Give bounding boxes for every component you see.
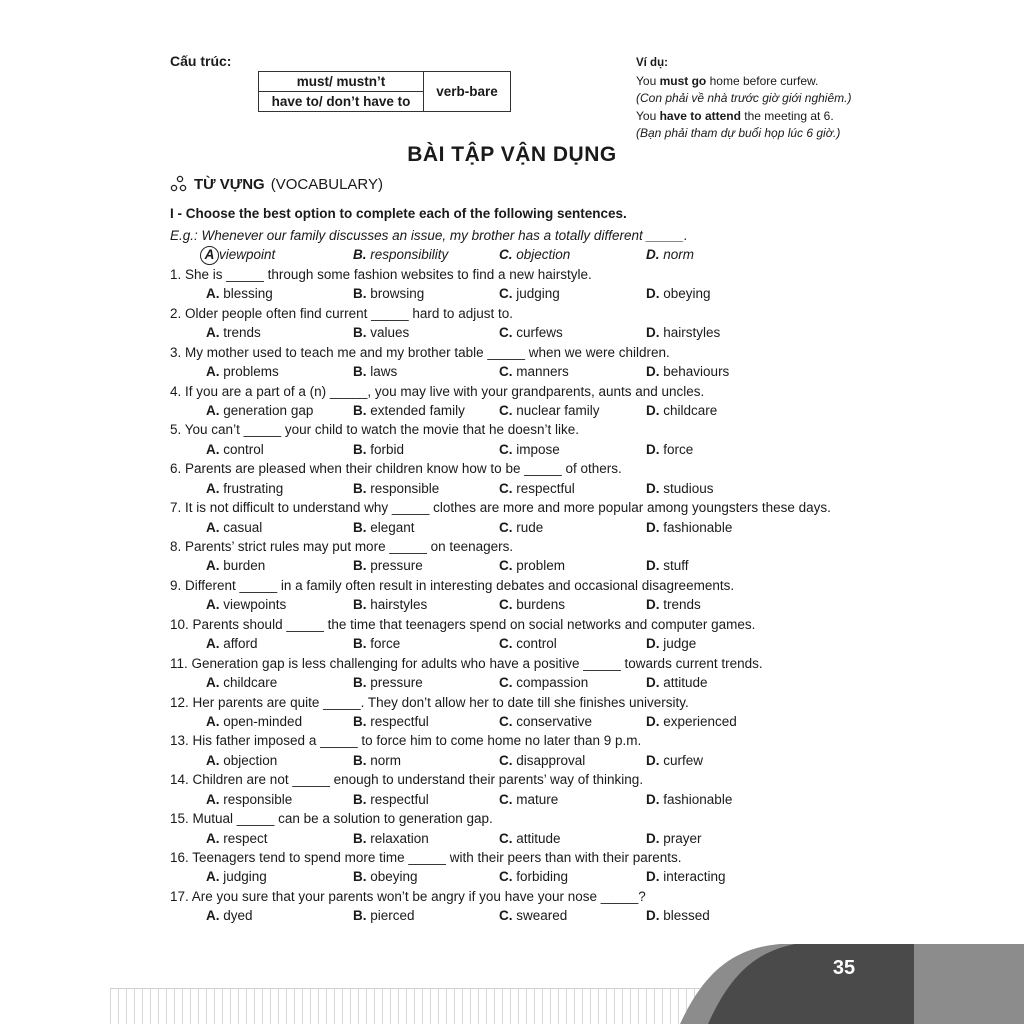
- question-stem: 3. My mother used to teach me and my brother table _____ when we were children.: [170, 344, 670, 360]
- option-letter: C.: [499, 636, 513, 652]
- option-text: impose: [516, 441, 560, 457]
- option-letter: A.: [206, 675, 220, 691]
- option-a: [206, 751, 277, 770]
- option-b: [353, 790, 429, 809]
- example-line-2: (Con phải về nhà trước giờ giới nghiêm.): [636, 91, 852, 105]
- option-letter: B.: [353, 791, 367, 807]
- option-b: [353, 867, 418, 886]
- option-text: pressure: [370, 558, 423, 574]
- question-stem: 13. His father imposed a _____ to force him to come home no later than 9 p.m.: [170, 733, 642, 749]
- option-letter: C.: [499, 908, 513, 924]
- option-letter: B.: [353, 908, 367, 924]
- option-text: burdens: [516, 597, 566, 613]
- option-b: [353, 362, 397, 381]
- option-letter: B.: [353, 713, 367, 729]
- option-letter: A.: [206, 519, 220, 535]
- option-text: conservative: [516, 713, 593, 729]
- question-options: [170, 362, 890, 381]
- bubbles-icon: [170, 175, 188, 193]
- option-a: [206, 362, 279, 381]
- question-options: [170, 867, 890, 886]
- option-d: [646, 362, 729, 381]
- option-d: [646, 751, 703, 770]
- option-a: [206, 673, 277, 692]
- option-letter: A.: [206, 713, 220, 729]
- option-text: norm: [370, 752, 402, 768]
- option-letter: A.: [206, 597, 220, 613]
- page-number: 35: [832, 957, 856, 979]
- example-heading: Ví dụ:: [636, 57, 668, 69]
- option-d: [646, 634, 696, 653]
- option-b: [353, 595, 427, 614]
- option-c: [499, 362, 569, 381]
- option-text: judging: [223, 869, 267, 885]
- option-d: [646, 323, 720, 342]
- option-letter: D.: [646, 558, 660, 574]
- option-text: hairstyles: [370, 597, 428, 613]
- option-letter: B.: [353, 597, 367, 613]
- option-text: generation gap: [223, 402, 314, 418]
- page-title: BÀI TẬP VẬN DỤNG: [407, 143, 617, 166]
- option-letter: C.: [499, 713, 513, 729]
- option-c: [499, 440, 560, 459]
- option-a: [206, 479, 283, 498]
- option-c: [499, 673, 588, 692]
- question-options: [170, 712, 890, 731]
- option-letter: B.: [353, 869, 367, 885]
- option-letter: D.: [646, 441, 660, 457]
- option-text: open-minded: [223, 713, 303, 729]
- option-text: relaxation: [370, 830, 429, 846]
- option-letter: A.: [206, 558, 220, 574]
- option-text: responsible: [223, 791, 293, 807]
- question-stem: 14. Children are not _____ enough to understand their parents’ way of thinking.: [170, 772, 644, 788]
- question-stem: 11. Generation gap is less challenging for adults who have a positive _____ towards current trends.: [170, 655, 763, 671]
- option-letter: B.: [353, 402, 367, 418]
- option-a: [206, 595, 286, 614]
- option-text: obeying: [370, 869, 418, 885]
- question-list: [170, 226, 890, 926]
- option-letter: C.: [499, 519, 513, 535]
- option-letter: C.: [499, 597, 513, 613]
- structure-row-2: have to/ don’t have to: [259, 92, 424, 112]
- option-letter: A.: [206, 286, 220, 302]
- question-stem: 12. Her parents are quite _____. They don’t allow her to date till she finishes university.: [170, 694, 689, 710]
- option-b: [353, 673, 423, 692]
- option-letter: C.: [499, 441, 513, 457]
- option-text: problem: [516, 558, 566, 574]
- question-stem: 9. Different _____ in a family often result in interesting debates and occasional disagreements.: [170, 577, 735, 593]
- option-b: [353, 712, 429, 731]
- option-letter: C.: [499, 752, 513, 768]
- question-stem: 10. Parents should _____ the time that teenagers spend on social networks and computer games.: [170, 616, 756, 632]
- option-letter: B.: [353, 558, 367, 574]
- question-options: [170, 440, 890, 459]
- option-text: stuff: [663, 558, 689, 574]
- example-question-stem: E.g.: Whenever our family discusses an issue, my brother has a totally different _____.: [170, 228, 688, 243]
- option-letter: B.: [353, 675, 367, 691]
- option-letter: B.: [353, 286, 367, 302]
- option-text: afford: [223, 636, 258, 652]
- option-b: B. responsibility: [353, 247, 449, 263]
- question-options: [170, 556, 890, 575]
- vocab-title: TỪ VỰNG: [194, 175, 265, 193]
- page-number-tab: [680, 940, 1024, 1024]
- option-letter: A.: [206, 364, 220, 380]
- option-letter: C.: [499, 286, 513, 302]
- option-d: [646, 479, 714, 498]
- footer-ruling: [110, 988, 730, 1024]
- option-text: obeying: [663, 286, 711, 302]
- option-d: [646, 673, 708, 692]
- option-text: problems: [223, 364, 279, 380]
- option-letter: C.: [499, 364, 513, 380]
- option-d: D. norm: [646, 247, 695, 263]
- option-text: trends: [663, 597, 701, 613]
- option-d: [646, 906, 710, 925]
- option-letter: C.: [499, 830, 513, 846]
- structure-table: [258, 71, 511, 112]
- option-c: [499, 323, 563, 342]
- option-text: blessed: [663, 908, 710, 924]
- option-c: [499, 634, 557, 653]
- option-c: [499, 595, 565, 614]
- option-c: [499, 712, 592, 731]
- question-options: [170, 751, 890, 770]
- option-text: manners: [516, 364, 569, 380]
- option-a: [206, 790, 292, 809]
- question-stem: 8. Parents’ strict rules may put more _____ on teenagers.: [170, 539, 514, 554]
- option-text: prayer: [663, 830, 702, 846]
- question-options: [170, 518, 890, 537]
- option-b: [353, 751, 401, 770]
- option-c: [499, 284, 560, 303]
- question-options: [170, 595, 890, 614]
- option-letter: D.: [646, 791, 660, 807]
- option-text: elegant: [370, 519, 415, 535]
- option-b: [353, 829, 429, 848]
- option-d: [646, 595, 701, 614]
- option-text: burden: [223, 558, 266, 574]
- option-letter: D.: [646, 325, 660, 341]
- option-d: [646, 829, 702, 848]
- option-d: [646, 401, 717, 420]
- option-a: [206, 518, 262, 537]
- option-letter: B.: [353, 752, 367, 768]
- option-c: [499, 556, 565, 575]
- option-text: childcare: [223, 675, 278, 691]
- option-text: compassion: [516, 675, 589, 691]
- option-b: [353, 440, 404, 459]
- example-line-4: (Bạn phải tham dự buổi họp lúc 6 giờ.): [636, 126, 841, 140]
- option-text: force: [370, 636, 401, 652]
- option-letter: C.: [499, 480, 513, 496]
- option-letter: A.: [206, 325, 220, 341]
- example-box: [636, 55, 851, 143]
- option-text: browsing: [370, 286, 425, 302]
- option-a: [206, 440, 264, 459]
- option-text: attitude: [516, 830, 561, 846]
- structure-verb: verb-bare: [424, 72, 511, 112]
- footer-rule: [110, 988, 730, 989]
- option-c: [499, 751, 585, 770]
- option-letter: B.: [353, 480, 367, 496]
- option-text: pressure: [370, 675, 423, 691]
- option-text: fashionable: [663, 791, 733, 807]
- option-d: [646, 284, 711, 303]
- option-letter: B.: [353, 364, 367, 380]
- option-c: [499, 479, 575, 498]
- option-a: [206, 284, 273, 303]
- option-letter: D.: [646, 519, 660, 535]
- question-options: [170, 790, 890, 809]
- option-text: respectful: [516, 480, 575, 496]
- option-letter: A.: [206, 908, 220, 924]
- option-text: blessing: [223, 286, 273, 302]
- option-d: [646, 518, 732, 537]
- option-text: childcare: [663, 402, 718, 418]
- option-letter: D.: [646, 597, 660, 613]
- option-text: respect: [223, 830, 268, 846]
- option-a: [206, 712, 302, 731]
- option-b: [353, 518, 415, 537]
- option-letter: D.: [646, 869, 660, 885]
- question-options: [170, 634, 890, 653]
- option-b: [353, 401, 465, 420]
- option-letter: D.: [646, 713, 660, 729]
- option-letter: B.: [353, 325, 367, 341]
- option-letter: A.: [206, 869, 220, 885]
- option-letter: B.: [353, 519, 367, 535]
- option-letter: D.: [646, 675, 660, 691]
- option-text: nuclear family: [516, 402, 600, 418]
- option-a: [206, 906, 253, 925]
- option-letter: A.: [206, 636, 220, 652]
- option-c: C. objection: [499, 247, 571, 263]
- option-d: [646, 440, 693, 459]
- option-letter: A.: [206, 752, 220, 768]
- section-heading: I - Choose the best option to complete each of the following sentences.: [170, 206, 627, 221]
- option-b: [353, 634, 400, 653]
- option-letter: D.: [646, 908, 660, 924]
- option-d: [646, 790, 732, 809]
- option-text: curfews: [516, 325, 563, 341]
- option-a: [206, 556, 265, 575]
- option-letter: B.: [353, 830, 367, 846]
- option-text: frustrating: [223, 480, 284, 496]
- option-letter: C.: [499, 325, 513, 341]
- question-options: [170, 284, 890, 303]
- option-letter: A.: [206, 402, 220, 418]
- option-a: [206, 829, 268, 848]
- option-text: casual: [223, 519, 263, 535]
- option-c: [499, 401, 600, 420]
- option-letter: D.: [646, 636, 660, 652]
- option-text: judging: [516, 286, 560, 302]
- question-options: [170, 323, 890, 342]
- question-options: [170, 829, 890, 848]
- option-letter: C.: [499, 402, 513, 418]
- option-text: force: [663, 441, 694, 457]
- structure-label: Cấu trúc:: [170, 53, 232, 69]
- option-c: [499, 906, 567, 925]
- option-text: pierced: [370, 908, 415, 924]
- option-a: [206, 323, 261, 342]
- option-b: [353, 556, 423, 575]
- option-text: mature: [516, 791, 559, 807]
- option-text: laws: [370, 364, 398, 380]
- option-text: sweared: [516, 908, 568, 924]
- option-text: forbid: [370, 441, 405, 457]
- option-letter: A.: [206, 441, 220, 457]
- option-a: A viewpoint: [203, 245, 275, 265]
- question-stem: 16. Teenagers tend to spend more time _____ with their peers than with their parents.: [170, 850, 682, 865]
- option-d: [646, 712, 737, 731]
- option-text: fashionable: [663, 519, 733, 535]
- option-text: rude: [516, 519, 544, 535]
- option-letter: D.: [646, 286, 660, 302]
- example-line-1: You must go home before curfew.: [636, 73, 819, 88]
- option-text: interacting: [663, 869, 726, 885]
- option-a: [206, 634, 258, 653]
- option-text: objection: [223, 752, 278, 768]
- question-options: [170, 673, 890, 692]
- question-options: [170, 401, 890, 420]
- option-letter: D.: [646, 364, 660, 380]
- question-stem: 4. If you are a part of a (n) _____, you may live with your grandparents, aunts and uncles.: [170, 383, 705, 399]
- option-text: curfew: [663, 752, 704, 768]
- option-letter: C.: [499, 675, 513, 691]
- structure-row-1: must/ mustn’t: [259, 72, 424, 92]
- question-options: [170, 906, 890, 925]
- question-stem: 15. Mutual _____ can be a solution to generation gap.: [170, 811, 493, 827]
- option-c: [499, 829, 561, 848]
- option-text: disapproval: [516, 752, 586, 768]
- option-letter: A.: [206, 791, 220, 807]
- option-d: [646, 556, 689, 575]
- option-c: [499, 790, 558, 809]
- question-options: [170, 479, 890, 498]
- option-text: viewpoints: [223, 597, 287, 613]
- option-letter: D.: [646, 830, 660, 846]
- option-letter: A.: [206, 480, 220, 496]
- option-letter: D.: [646, 752, 660, 768]
- option-d: [646, 867, 726, 886]
- option-letter: D.: [646, 402, 660, 418]
- question-stem: 2. Older people often find current _____ hard to adjust to.: [170, 305, 513, 321]
- option-c: [499, 867, 568, 886]
- option-text: judge: [663, 636, 697, 652]
- option-text: dyed: [223, 908, 253, 924]
- option-b: [353, 284, 424, 303]
- option-letter: B.: [353, 636, 367, 652]
- option-text: control: [516, 636, 557, 652]
- example-question-options: [170, 245, 890, 264]
- option-letter: B.: [353, 441, 367, 457]
- vocab-heading: [170, 175, 383, 193]
- option-letter: D.: [646, 480, 660, 496]
- option-letter: C.: [499, 791, 513, 807]
- question-stem: 7. It is not difficult to understand why _____ clothes are more and more popular among youngsters these days.: [170, 500, 831, 516]
- option-letter: C.: [499, 869, 513, 885]
- option-b: [353, 906, 415, 925]
- option-text: values: [370, 325, 410, 341]
- option-text: control: [223, 441, 264, 457]
- option-b: [353, 479, 439, 498]
- answer-circle-icon: A: [200, 246, 219, 265]
- option-text: trends: [223, 325, 261, 341]
- option-a: [206, 867, 267, 886]
- option-a: [206, 401, 313, 420]
- option-b: [353, 323, 409, 342]
- option-text: behaviours: [663, 364, 730, 380]
- option-text: responsible: [370, 480, 440, 496]
- example-line-3: You have to attend the meeting at 6.: [636, 108, 834, 123]
- option-text: respectful: [370, 791, 429, 807]
- option-text: forbiding: [516, 869, 569, 885]
- option-text: extended family: [370, 402, 465, 418]
- option-letter: C.: [499, 558, 513, 574]
- question-stem: 5. You can’t _____ your child to watch the movie that he doesn’t like.: [170, 422, 580, 438]
- option-text: hairstyles: [663, 325, 721, 341]
- question-stem: 6. Parents are pleased when their children know how to be _____ of others.: [170, 461, 622, 477]
- option-text: attitude: [663, 675, 708, 691]
- option-text: experienced: [663, 713, 737, 729]
- option-text: studious: [663, 480, 714, 496]
- vocab-subtitle: (VOCABULARY): [270, 175, 383, 193]
- option-c: [499, 518, 543, 537]
- question-stem: 1. She is _____ through some fashion websites to find a new hairstyle.: [170, 266, 592, 282]
- option-letter: A.: [206, 830, 220, 846]
- option-text: respectful: [370, 713, 429, 729]
- question-stem: 17. Are you sure that your parents won’t be angry if you have your nose _____?: [170, 888, 646, 904]
